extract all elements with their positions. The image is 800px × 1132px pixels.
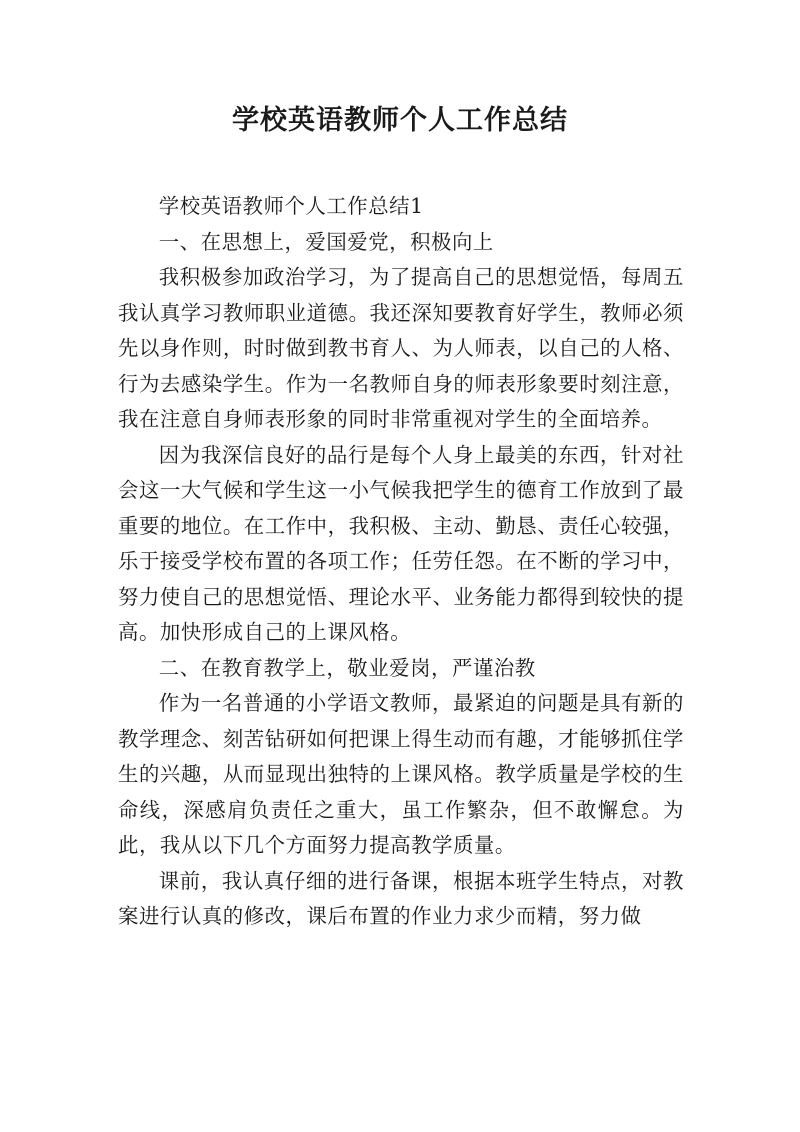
section-heading-1: 一、在思想上，爱国爱党，积极向上 (158, 229, 494, 254)
section-subtitle: 学校英语教师个人工作总结1 (158, 194, 424, 218)
body-paragraph: 课前，我认真仔细的进行备课，根据本班学生特点，对教案进行认真的修改，课后布置的作业力求少而精，努力做 (118, 868, 684, 928)
body-paragraph: 我积极参加政治学习，为了提高自己的思想觉悟，每周五我认真学习教师职业道德。我还深知要教育好学生，教师必须先以身作则，时时做到教书育人、为人师表，以自己的人格、行为去感染学生。作为一名教师自身的师表形象要时刻注意，我在注意自身师表形象的同时非常重视对学生的全面培养。 (118, 265, 684, 431)
section-heading-2: 二、在教育教学上，敬业爱岗，严谨治教 (158, 655, 536, 680)
body-paragraph: 因为我深信良好的品行是每个人身上最美的东西，针对社会这一大气候和学生这一小气候我把学生的德育工作放到了最重要的地位。在工作中，我积极、主动、勤恳、责任心较强，乐于接受学校布置的各项工作；任劳任怨。在不断的学习中，努力使自己的思想觉悟、理论水平、业务能力都得到较快的提高。加快形成自己的上课风格。 (118, 442, 684, 644)
document-body (118, 189, 684, 935)
document-title: 学校英语教师个人工作总结 (232, 105, 568, 136)
body-paragraph: 作为一名普通的小学语文教师，最紧迫的问题是具有新的教学理念、刻苦钻研如何把课上得生动而有趣，才能够抓住学生的兴趣，从而显现出独特的上课风格。教学质量是学校的生命线，深感肩负责任之重大，虽工作繁杂，但不敢懈怠。为此，我从以下几个方面努力提高教学质量。 (118, 691, 684, 857)
